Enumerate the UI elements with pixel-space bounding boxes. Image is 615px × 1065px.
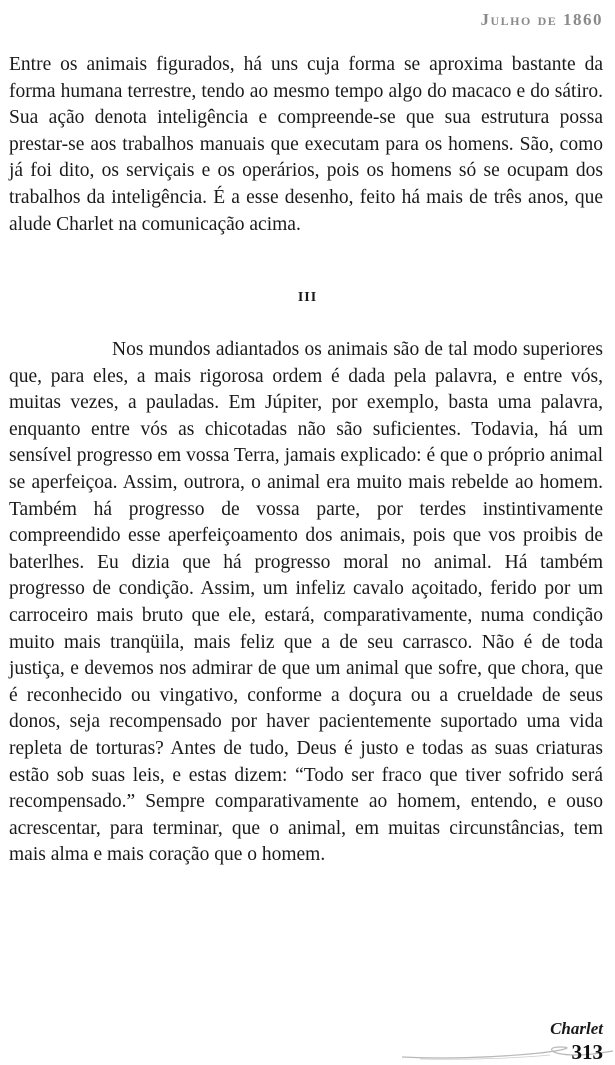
body-paragraph-1: Entre os animais figurados, há uns cuja forma se aproxima bastante da forma humana terrestre, tendo ao mesmo tempo algo do macaco e do sátiro. Sua ação denota inteligência e compreende-se que sua estrutura possa prestar-se aos trabalhos manuais que executam para os homens. São, como já foi dito, os serviçais e os operários, pois os homens só se ocupam dos trabalhos da inteligência. É a esse desenho, feito há mais de três anos, que alude Charlet na comunicação acima. xyxy=(9,54,603,235)
author-signature: Charlet xyxy=(550,1019,603,1038)
section-heading-roman: III xyxy=(297,290,318,305)
page-number: 313 xyxy=(571,1040,603,1064)
running-header: Julho de 1860 xyxy=(480,10,603,29)
body-paragraph-2: Nos mundos adiantados os animais são de tal modo superiores que, para eles, a mais rigorosa ordem é dada pela palavra, e entre vós, muitas vezes, a pauladas. Em Júpiter, por exemplo, basta uma palavra, enquanto entre vós as chicotadas não são suficientes. Todavia, há um sensível progresso em vossa Terra, jamais explicado: é que o próprio animal se aperfeiçoa. Assim, outrora, o animal era muito mais rebelde ao homem. Também há progresso de vossa parte, por terdes instintivamente compreendido esse aperfeiçoamento dos animais, pois que vos proibis de baterlhes. Eu dizia que há progresso moral no animal. Há também progresso de condição. Assim, um infeliz cavalo açoitado, ferido por um carroceiro mais bruto que ele, estará, comparativamente, numa condição muito mais tranqüila, mais feliz que a de seu carrasco. Não é de toda justiça, e devemos nos admirar de que um animal que sofre, que chora, que é reconhecido ou vingativo, conforme a doçura ou a crueldade de seus donos, seja recompensado por haver pacientemente suportado uma vida repleta de torturas? Antes de tudo, Deus é justo e todas as suas criaturas estão sob suas leis, e estas dizem: “Todo ser fraco que tiver sofrido será recompensado.” Sempre comparativamente ao homem, entendo, e ouso acrescentar, para terminar, que o animal, em muitas circunstâncias, tem mais alma e mais coração que o homem. xyxy=(9,339,603,866)
